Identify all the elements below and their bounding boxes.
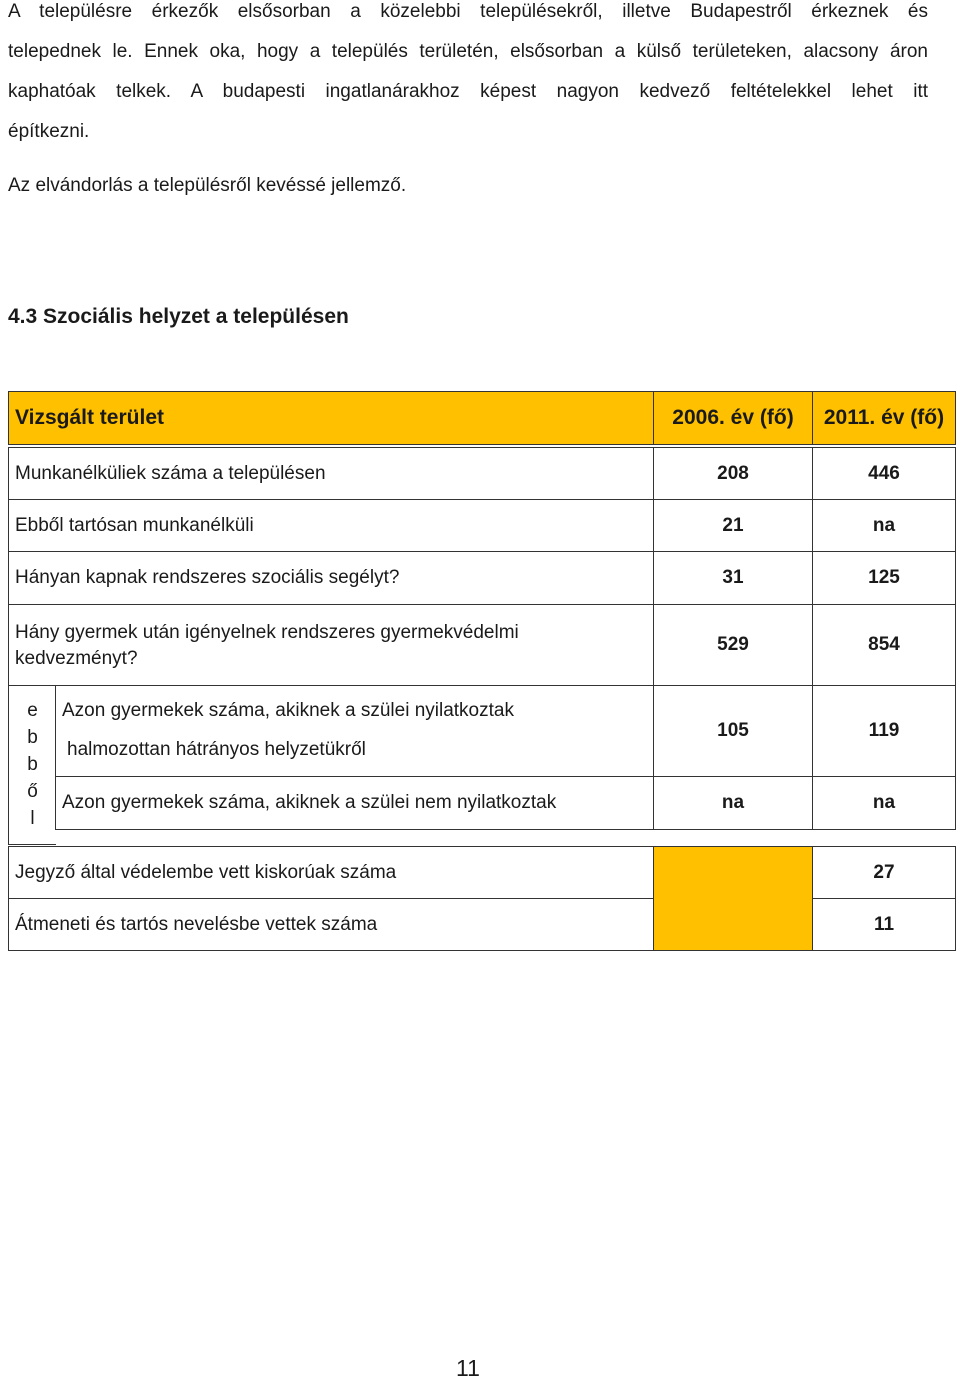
vertical-letter: e	[27, 700, 38, 721]
row-value-2006: 31	[653, 551, 813, 605]
extra-row-value-2011: 11	[812, 898, 956, 951]
extra-row-label: Jegyző által védelembe vett kiskorúak száma	[8, 846, 654, 899]
sub-row-label-line-1: Azon gyermekek száma, akiknek a szülei nyilatkoztak	[62, 700, 514, 721]
row-label: Ebből tartósan munkanélküli	[8, 499, 654, 552]
intro-line-1: A településre érkezők elsősorban a közelebbi településekről, illetve Budapestről érkeznek és	[8, 1, 928, 22]
header-2011: 2011. év (fő)	[812, 391, 956, 445]
sub-row-value-2011: na	[812, 776, 956, 830]
row-value-2006: 208	[653, 447, 813, 500]
row-label-line-2: kedvezményt?	[15, 648, 138, 669]
extra-rows-2006-blank	[653, 846, 813, 951]
row-value-2006: 529	[653, 604, 813, 686]
row-value-2011: 854	[812, 604, 956, 686]
sub-row-value-2011: 119	[812, 685, 956, 777]
row-value-2011: na	[812, 499, 956, 552]
row-label-line-1: Hány gyermek után igényelnek rendszeres gyermekvédelmi	[15, 622, 519, 643]
section-heading: 4.3 Szociális helyzet a településen	[8, 305, 349, 328]
sub-row-value-2006: na	[653, 776, 813, 830]
row-label	[8, 604, 654, 686]
sub-row-label-line-2: halmozottan hátrányos helyzetükről	[67, 739, 366, 760]
row-value-2011: 125	[812, 551, 956, 605]
extra-row-label: Átmeneti és tartós nevelésbe vettek száma	[8, 898, 654, 951]
row-value-2006: 21	[653, 499, 813, 552]
vertical-letter: b	[27, 727, 38, 748]
extra-row-value-2011: 27	[812, 846, 956, 899]
intro-line-2: telepednek le. Ennek oka, hogy a település területén, elsősorban a külső területeken, alacsony áron	[8, 41, 928, 62]
intro-line-3: kaphatóak telkek. A budapesti ingatlanárakhoz képest nagyon kedvező feltételekkel lehet itt	[8, 81, 928, 102]
header-label: Vizsgált terület	[8, 391, 654, 445]
intro-line-4: építkezni.	[8, 121, 90, 142]
row-label: Munkanélküliek száma a településen	[8, 447, 654, 500]
header-2006: 2006. év (fő)	[653, 391, 813, 445]
page-number: 11	[456, 1355, 480, 1381]
vertical-letter: b	[27, 754, 38, 775]
sub-row-value-2006: 105	[653, 685, 813, 777]
vertical-letter: l	[30, 808, 35, 829]
sub-row-label	[55, 685, 654, 777]
vertical-letter: ő	[27, 781, 38, 802]
sub-rows-vertical-label	[8, 685, 56, 845]
row-label: Hányan kapnak rendszeres szociális segélyt?	[8, 551, 654, 605]
row-value-2011: 446	[812, 447, 956, 500]
emigration-note: Az elvándorlás a településről kevéssé jellemző.	[8, 175, 407, 196]
sub-row-label: Azon gyermekek száma, akiknek a szülei nem nyilatkoztak	[55, 776, 654, 830]
